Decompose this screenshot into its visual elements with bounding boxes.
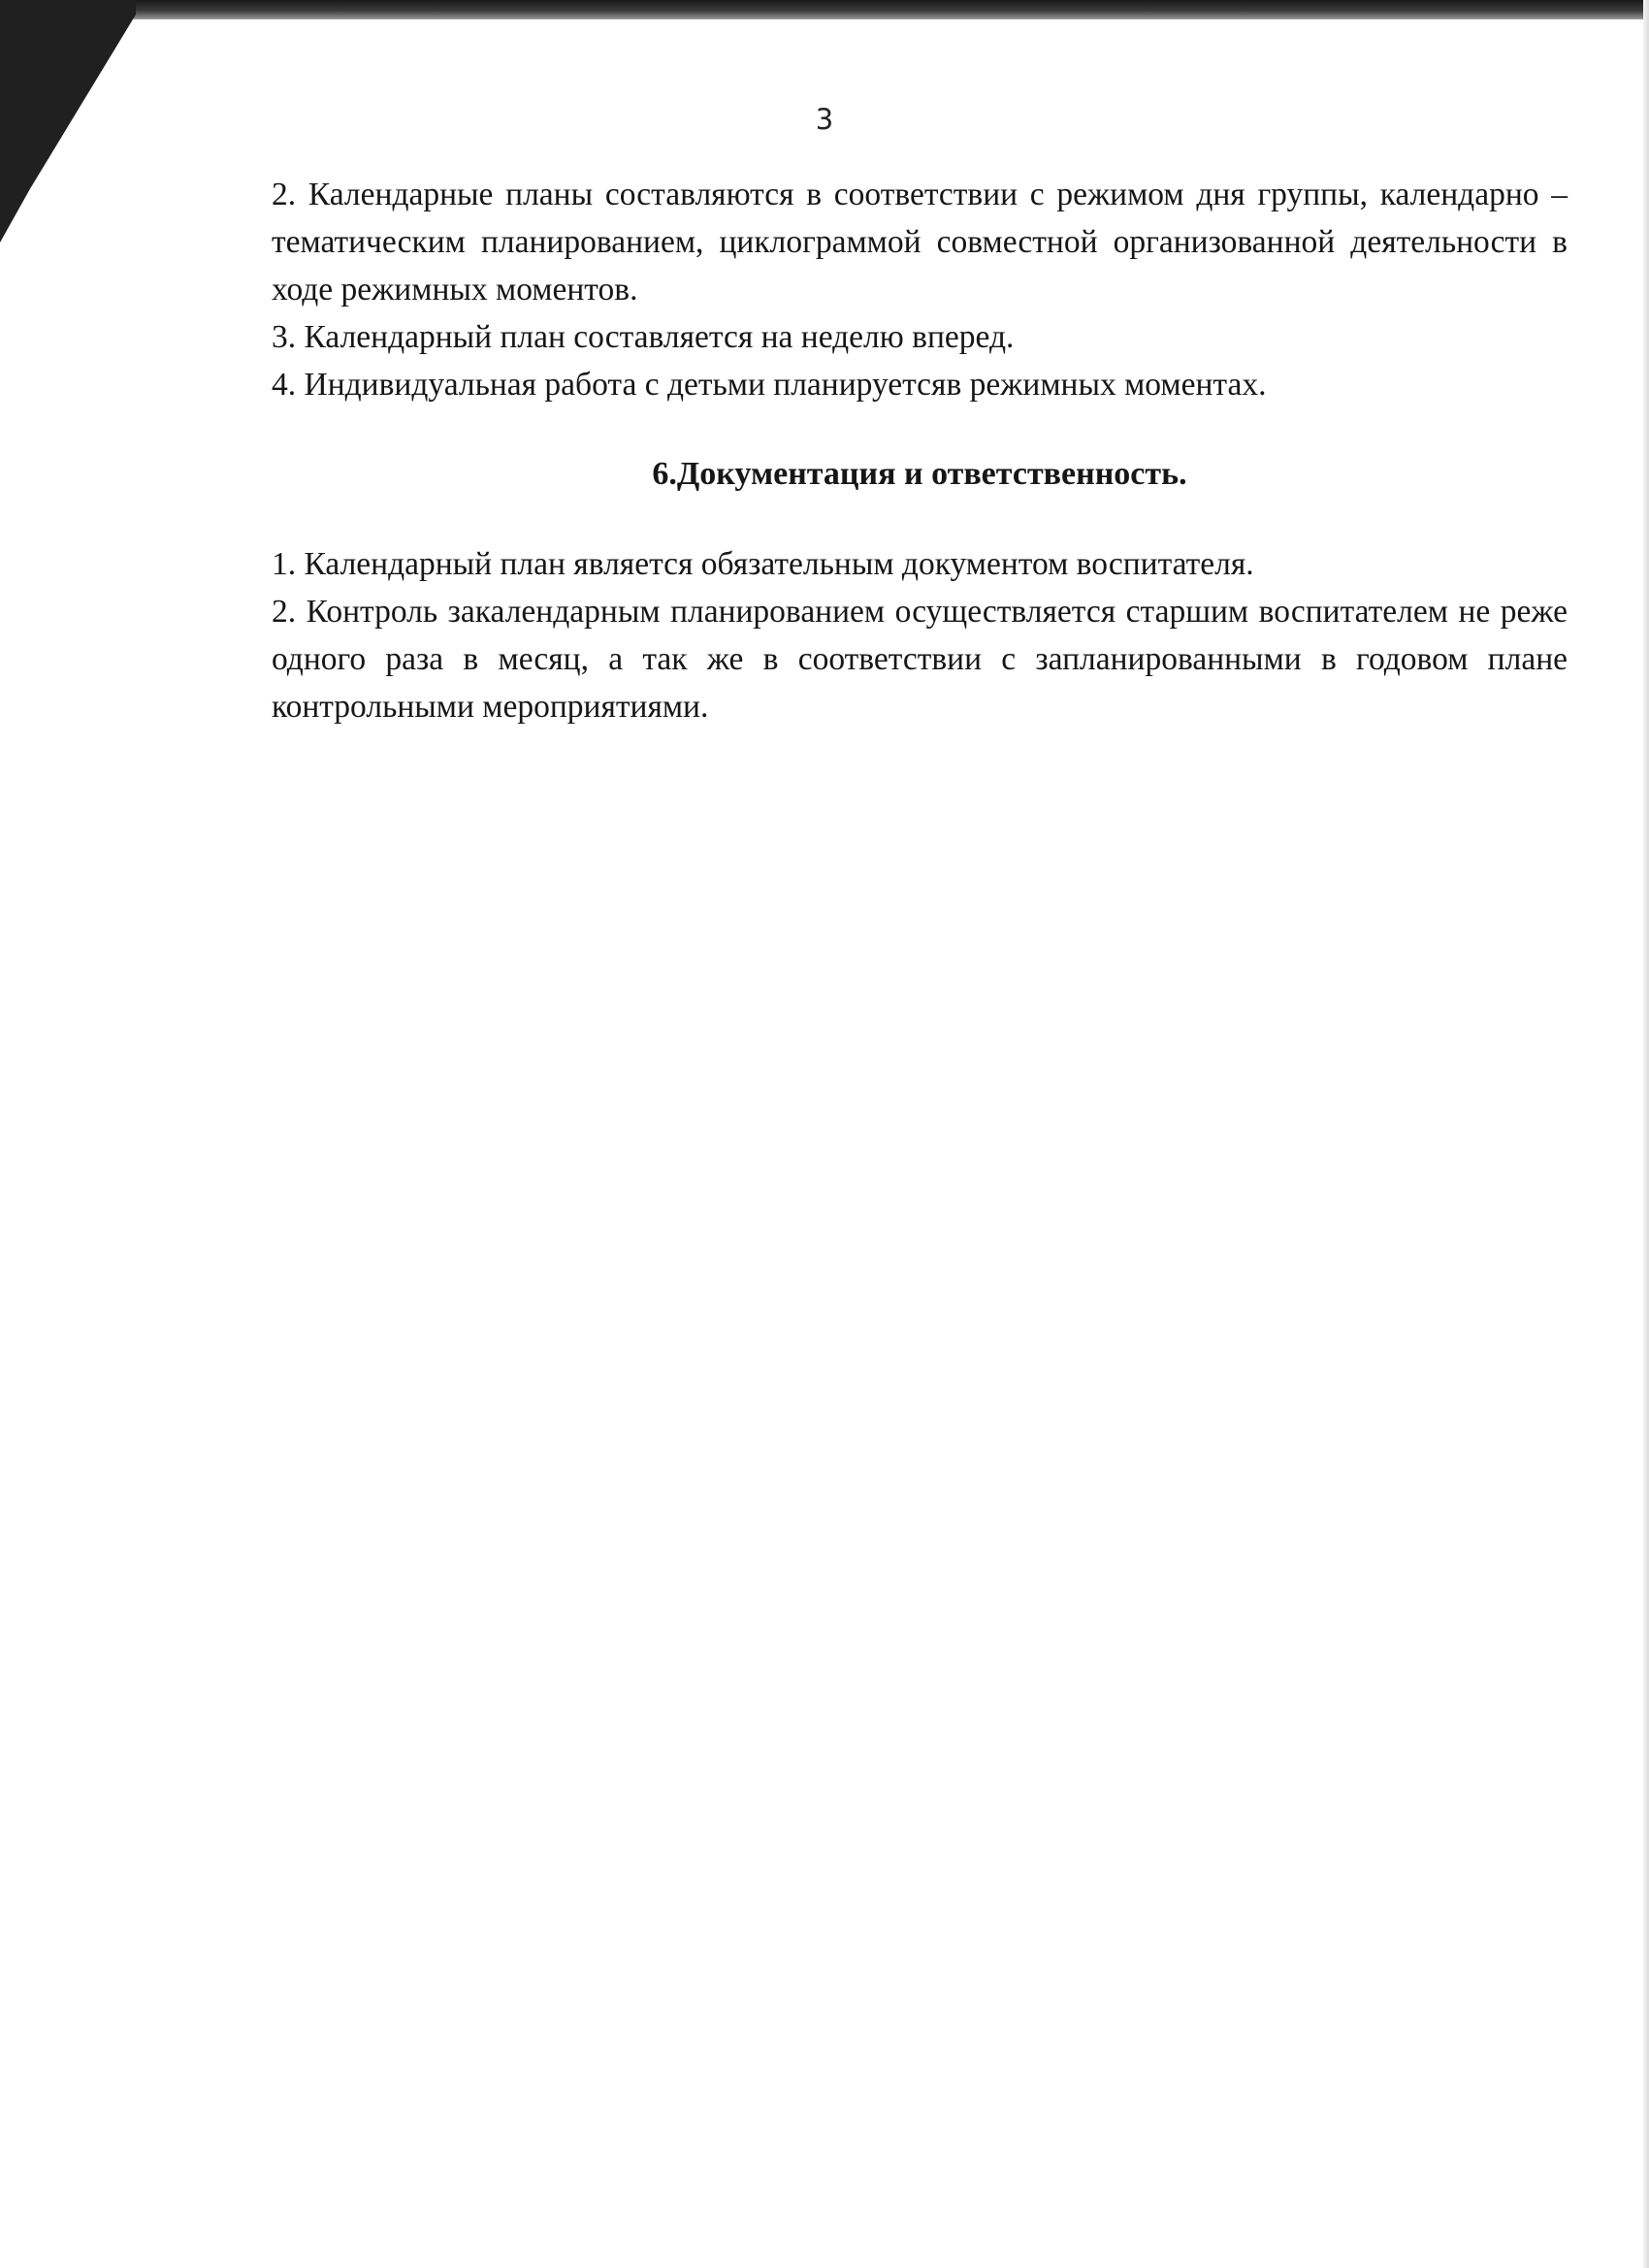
document-body bbox=[272, 171, 1568, 730]
scan-border-right bbox=[1643, 0, 1649, 2268]
page-number: 3 bbox=[815, 103, 834, 136]
paragraph-item-2: 2. Календарные планы составляются в соответствии с режимом дня группы, календарно – тематическим планированием, циклограммой совместной организованной деятельности в ходе режимных моментов. bbox=[272, 177, 1568, 308]
paragraph-item-1: 1. Календарный план является обязательным документом воспитателя. bbox=[272, 546, 1254, 582]
paragraph-item-3: 3. Календарный план составляется на неделю вперед. bbox=[272, 319, 1015, 355]
paragraph-item-4: 4. Индивидуальная работа с детьми планируетсяв режимных моментах. bbox=[272, 367, 1267, 403]
paragraph-item-2-control: 2. Контроль закалендарным планированием осуществляется старшим воспитателем не реже одного раза в месяц, а так же в соответствии с запланированными в годовом плане контрольными мероприятиями. bbox=[272, 594, 1568, 725]
scan-border-top bbox=[0, 0, 1649, 19]
section-heading: 6.Документация и ответственность. bbox=[652, 456, 1187, 492]
